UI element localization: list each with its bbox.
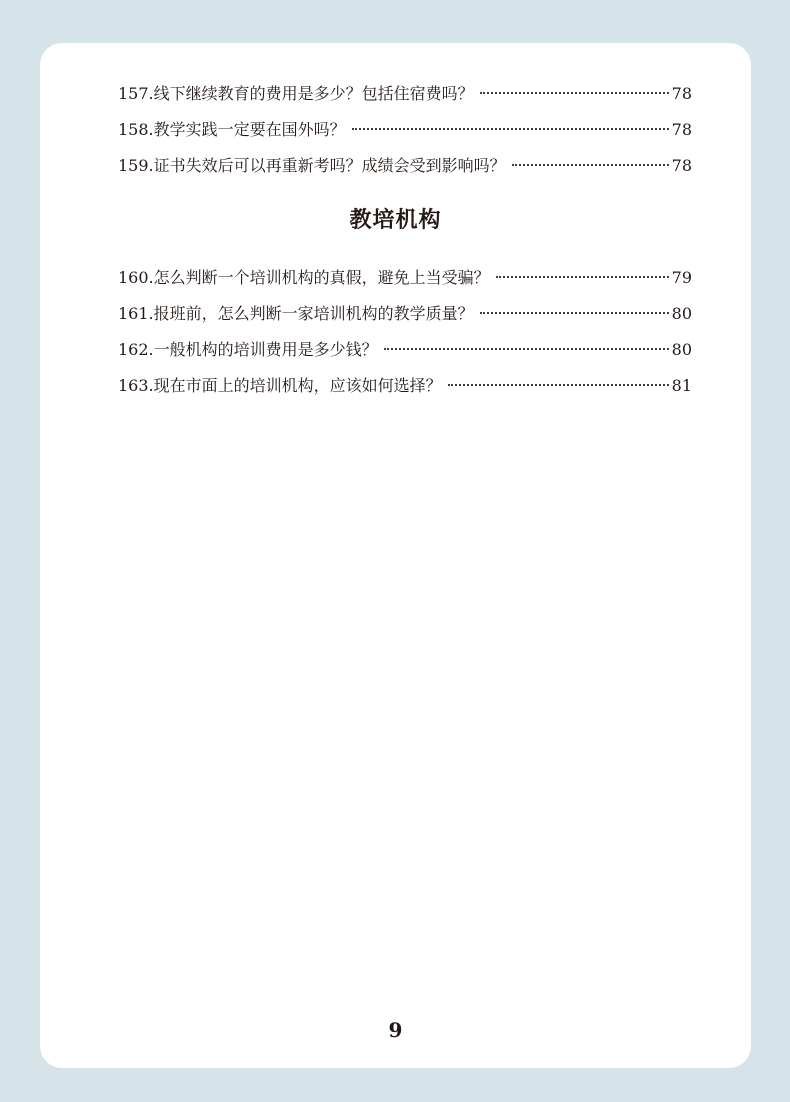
toc-entry-158[interactable]	[118, 119, 692, 155]
toc-entry-162[interactable]	[118, 339, 692, 375]
toc-entry-number: 159.	[118, 156, 154, 175]
toc-entry-page: 78	[671, 156, 692, 175]
toc-leader-dots	[352, 128, 669, 130]
toc-entry-title: 现在市面上的培训机构，应该如何选择？	[153, 376, 442, 395]
toc-entry-159[interactable]	[118, 155, 692, 191]
toc-entry-title: 教学实践一定要在国外吗？	[153, 120, 346, 139]
page-number: 9	[388, 1018, 403, 1042]
toc-entry-title: 线下继续教育的费用是多少？包括住宿费吗？	[153, 84, 474, 103]
section-title: 教培机构	[349, 208, 442, 233]
toc-leader-dots	[512, 164, 669, 166]
toc-entry-title: 报班前，怎么判断一家培训机构的教学质量？	[153, 304, 474, 323]
toc-entry-number: 157.	[118, 84, 154, 103]
document-page	[40, 43, 751, 1068]
toc-entry-page: 80	[671, 304, 692, 323]
toc-leader-dots	[480, 92, 669, 94]
toc-entry-161[interactable]	[118, 303, 692, 339]
toc-entry-number: 162.	[118, 340, 154, 359]
toc-entry-number: 158.	[118, 120, 154, 139]
toc-leader-dots	[448, 384, 669, 386]
toc-entry-157[interactable]	[118, 83, 692, 119]
toc-list-top	[118, 83, 692, 191]
toc-leader-dots	[480, 312, 669, 314]
toc-entry-page: 80	[671, 340, 692, 359]
toc-leader-dots	[384, 348, 669, 350]
toc-entry-number: 160.	[118, 268, 154, 287]
toc-entry-number: 163.	[118, 376, 154, 395]
toc-entry-number: 161.	[118, 304, 154, 323]
toc-list-section	[118, 267, 692, 411]
toc-entry-160[interactable]	[118, 267, 692, 303]
toc-entry-163[interactable]	[118, 375, 692, 411]
toc-entry-title: 怎么判断一个培训机构的真假，避免上当受骗？	[153, 268, 490, 287]
toc-entry-page: 79	[671, 268, 692, 287]
toc-entry-page: 78	[671, 120, 692, 139]
toc-entry-title: 证书失效后可以再重新考吗？成绩会受到影响吗？	[153, 156, 506, 175]
toc-entry-page: 81	[671, 376, 692, 395]
toc-entry-title: 一般机构的培训费用是多少钱？	[153, 340, 378, 359]
toc-entry-page: 78	[671, 84, 692, 103]
toc-leader-dots	[496, 276, 669, 278]
